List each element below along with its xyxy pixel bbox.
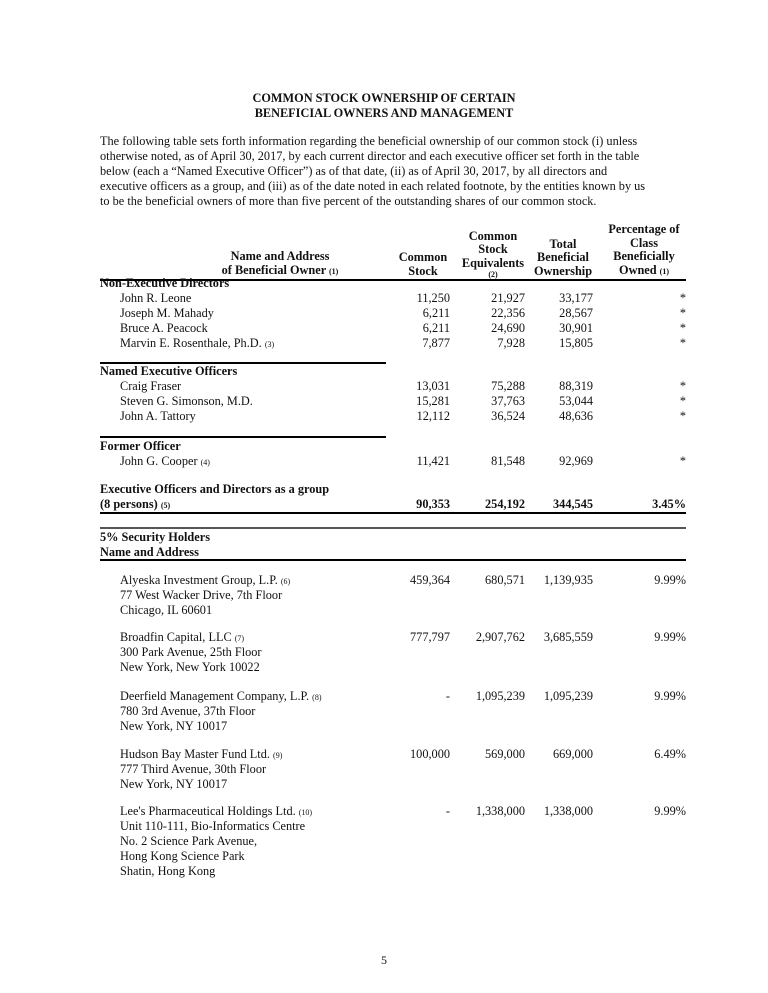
equivalents-value: 1,338,000 (475, 804, 525, 818)
equivalents-value: 254,192 (485, 497, 525, 511)
table-row (100, 497, 686, 512)
owner-name (100, 630, 244, 646)
section-label-text: Name and Address (100, 545, 199, 559)
equivalents-value: 36,524 (491, 409, 525, 423)
equivalents-value: 2,907,762 (475, 630, 525, 644)
document-title (0, 91, 768, 121)
owner-name-text: Lee's Pharmaceutical Holdings Ltd. (120, 804, 296, 818)
header-line: Beneficial (537, 250, 589, 264)
header-name-line2: of Beneficial Owner (221, 262, 326, 277)
table-row (100, 630, 686, 645)
percentage-value: 9.99% (654, 630, 686, 644)
address-line: 300 Park Avenue, 25th Floor (120, 645, 262, 659)
common-stock-value: 7,877 (422, 336, 450, 350)
group-label-text: (8 persons) (100, 497, 158, 511)
total-value: 1,338,000 (543, 804, 593, 818)
common-stock-value: - (445, 804, 450, 818)
footnote-ref: (9) (273, 751, 283, 760)
owner-name (100, 573, 290, 589)
table-row (100, 409, 686, 424)
header-common-stock (391, 251, 455, 278)
address-line: Unit 110-111, Bio-Informatics Centre (120, 819, 306, 833)
footnote-ref: (1) (659, 266, 669, 276)
equivalents-value: 1,095,239 (475, 689, 525, 703)
owner-name: Steven G. Simonson, M.D. (120, 394, 253, 408)
owner-name (100, 804, 312, 820)
total-value: 28,567 (559, 306, 593, 320)
common-stock-value: - (445, 689, 450, 703)
section-label (100, 364, 686, 379)
header-line: Equivalents (461, 255, 525, 270)
header-line: Stock (408, 263, 438, 278)
header-name-line1: Name and Address (230, 249, 330, 263)
total-value: 344,545 (553, 497, 593, 511)
total-value: 48,636 (559, 409, 593, 423)
footnote-ref: (6) (280, 577, 291, 586)
header-percentage (596, 223, 692, 278)
percentage-value: * (679, 321, 686, 335)
total-value: 3,685,559 (543, 630, 593, 644)
total-value: 33,177 (559, 291, 593, 305)
owner-name (100, 454, 210, 470)
common-stock-value: 11,250 (416, 291, 450, 305)
owner-name-text: Broadfin Capital, LLC (120, 630, 232, 644)
footnote-ref: (1) (329, 266, 339, 276)
group-label (100, 497, 170, 513)
header-name (180, 250, 380, 278)
address-line: New York, NY 10017 (120, 777, 228, 791)
header-line: Common (398, 250, 448, 264)
total-value: 15,805 (559, 336, 593, 350)
percentage-value: * (679, 306, 686, 320)
owner-address (120, 762, 266, 792)
common-stock-value: 6,211 (422, 321, 450, 335)
percentage-value: 9.99% (654, 689, 686, 703)
total-value: 30,901 (559, 321, 593, 335)
owner-name (100, 336, 274, 352)
footnote-ref: (7) (234, 634, 245, 643)
owner-name: Joseph M. Mahady (120, 306, 214, 320)
common-stock-value: 6,211 (422, 306, 450, 320)
equivalents-value: 7,928 (497, 336, 525, 350)
address-line: No. 2 Science Park Avenue, (120, 834, 258, 848)
footnote-ref: (3) (264, 340, 275, 349)
intro-line: The following table sets forth information regarding the beneficial ownership of our common stock (i) unless (100, 134, 638, 148)
percentage-value: 9.99% (654, 573, 686, 587)
footnote-ref: (4) (200, 458, 210, 467)
table-row (100, 689, 686, 704)
owner-address (120, 645, 262, 675)
total-value: 669,000 (553, 747, 593, 761)
group-label: Executive Officers and Directors as a group (100, 482, 330, 496)
header-line: Class (629, 235, 659, 250)
equivalents-value: 569,000 (485, 747, 525, 761)
intro-line: otherwise noted, as of April 30, 2017, by each current director and each executive officer set forth in the table (100, 149, 640, 163)
section-label (100, 530, 686, 545)
owner-name: Craig Fraser (120, 379, 182, 393)
address-line: New York, New York 10022 (120, 660, 260, 674)
address-line: New York, NY 10017 (120, 719, 228, 733)
percentage-value: * (679, 454, 686, 468)
section-label-text: Non-Executive Directors (100, 276, 230, 290)
equivalents-value: 680,571 (485, 573, 525, 587)
owner-name (100, 689, 321, 705)
owner-address (120, 588, 282, 618)
address-line: Shatin, Hong Kong (120, 864, 216, 878)
equivalents-value: 75,288 (491, 379, 525, 393)
address-line: 780 3rd Avenue, 37th Floor (120, 704, 256, 718)
header-line: Ownership (533, 263, 593, 278)
header-line: Owned (619, 262, 657, 277)
owner-name (100, 747, 282, 763)
owner-name-text: John G. Cooper (120, 454, 198, 468)
address-line: 77 West Wacker Drive, 7th Floor (120, 588, 283, 602)
section-label (100, 545, 686, 560)
percentage-value: * (679, 291, 686, 305)
percentage-value: * (679, 336, 686, 350)
header-total (526, 238, 600, 279)
header-line: Stock (478, 242, 508, 256)
total-value: 53,044 (559, 394, 593, 408)
address-line: Hong Kong Science Park (120, 849, 245, 863)
table-row (100, 804, 686, 819)
owner-name: John A. Tattory (120, 409, 196, 423)
common-stock-value: 12,112 (416, 409, 450, 423)
group-label-row (100, 482, 686, 497)
address-line: 777 Third Avenue, 30th Floor (120, 762, 267, 776)
owner-name-text: Deerfield Management Company, L.P. (120, 689, 310, 703)
table-row (100, 747, 686, 762)
owner-name: Bruce A. Peacock (120, 321, 208, 335)
common-stock-value: 100,000 (410, 747, 450, 761)
common-stock-value: 90,353 (416, 497, 450, 511)
section-rule (100, 527, 686, 529)
header-line: Percentage of (608, 222, 680, 236)
equivalents-value: 37,763 (491, 394, 525, 408)
table-row (100, 306, 686, 321)
owner-address (120, 704, 255, 734)
percentage-value: * (679, 394, 686, 408)
owner-address (120, 819, 305, 879)
title-line-2: BENEFICIAL OWNERS AND MANAGEMENT (254, 106, 514, 120)
page-number: 5 (381, 953, 387, 967)
percentage-value: 3.45% (652, 497, 686, 511)
intro-paragraph (100, 134, 700, 209)
total-value: 1,139,935 (543, 573, 593, 587)
percentage-value: 6.49% (654, 747, 686, 761)
total-value: 88,319 (559, 379, 593, 393)
section-label (100, 276, 686, 291)
intro-line: below (each a “Named Executive Officer”) as of that date, (ii) as of April 30, 2017, by all directors and (100, 164, 608, 178)
table-row (100, 394, 686, 409)
header-equivalents (453, 230, 533, 280)
table-row (100, 454, 686, 469)
address-line: Chicago, IL 60601 (120, 603, 213, 617)
footnote-ref: (2) (488, 270, 498, 279)
table-header (100, 220, 686, 278)
equivalents-value: 24,690 (491, 321, 525, 335)
table-row (100, 291, 686, 306)
intro-line: executive officers as a group, and (iii) as of the date noted in each related footnote, by the entities known by us (100, 179, 646, 193)
section-label-text: Former Officer (100, 439, 181, 453)
section-rule (100, 559, 686, 561)
owner-name-text: Marvin E. Rosenthale, Ph.D. (120, 336, 262, 350)
section-label-text: 5% Security Holders (100, 530, 210, 544)
section-divider (100, 436, 386, 438)
header-line: Total (549, 236, 577, 251)
table-row (100, 336, 686, 351)
section-label-text: Named Executive Officers (100, 364, 238, 378)
header-line: Beneficially (613, 249, 675, 263)
percentage-value: 9.99% (654, 804, 686, 818)
common-stock-value: 11,421 (416, 454, 450, 468)
title-line-1: COMMON STOCK OWNERSHIP OF CERTAIN (252, 91, 516, 105)
footnote-ref: (8) (312, 693, 322, 702)
percentage-value: * (679, 379, 686, 393)
owner-name-text: Alyeska Investment Group, L.P. (120, 573, 278, 587)
owner-name-text: Hudson Bay Master Fund Ltd. (120, 747, 270, 761)
total-value: 1,095,239 (543, 689, 593, 703)
table-row (100, 321, 686, 336)
footnote-ref: (5) (160, 501, 171, 510)
table-row (100, 379, 686, 394)
equivalents-value: 22,356 (491, 306, 525, 320)
total-value: 92,969 (559, 454, 593, 468)
owner-name: John R. Leone (120, 291, 192, 305)
group-rule (100, 512, 686, 514)
common-stock-value: 459,364 (410, 573, 450, 587)
equivalents-value: 81,548 (491, 454, 525, 468)
intro-line: to be the beneficial owners of more than five percent of the outstanding shares of our common stock. (100, 194, 597, 208)
equivalents-value: 21,927 (491, 291, 525, 305)
percentage-value: * (679, 409, 686, 423)
common-stock-value: 777,797 (410, 630, 450, 644)
footnote-ref: (10) (298, 808, 313, 817)
common-stock-value: 15,281 (416, 394, 450, 408)
section-label (100, 439, 686, 454)
common-stock-value: 13,031 (416, 379, 450, 393)
header-line: Common (468, 228, 518, 243)
table-row (100, 573, 686, 588)
